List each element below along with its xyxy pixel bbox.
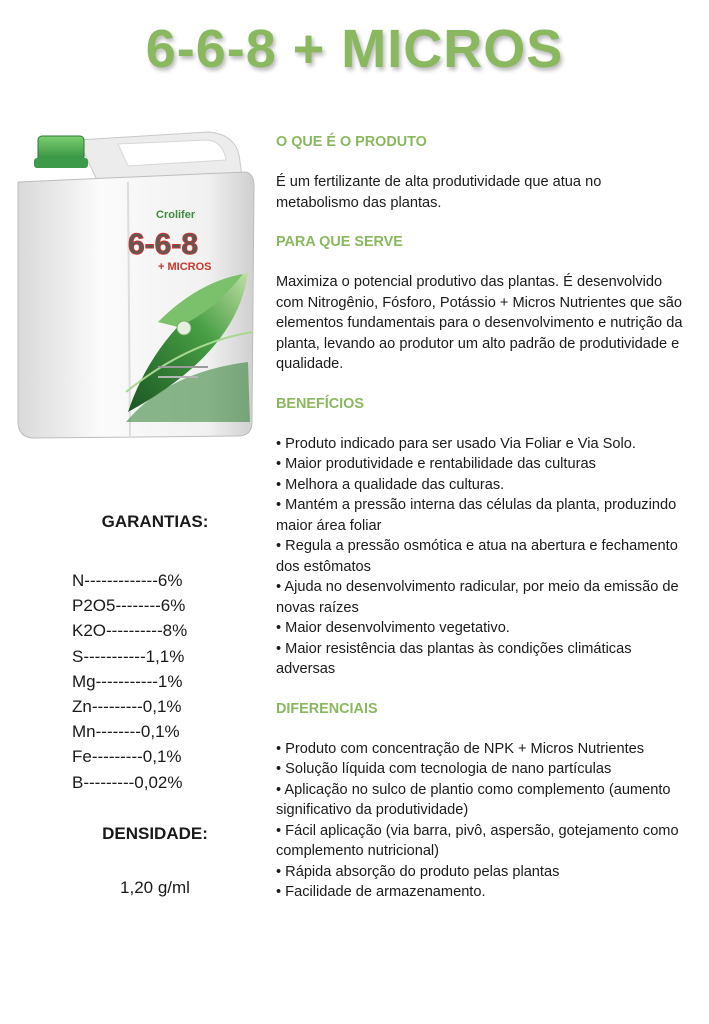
page-title: 6-6-8 + MICROS: [145, 19, 564, 79]
list-item: • Rápida absorção do produto pelas plantas: [276, 863, 560, 880]
jug-sub-text: + MICROS: [158, 261, 212, 273]
list-item: • Regula a pressão osmótica e atua na abertura e fechamento dos estômatos: [276, 538, 678, 575]
product-jug-image: [8, 122, 258, 442]
list-item: • Maior desenvolvimento vegetativo.: [276, 620, 510, 636]
section-text-o-que: É um fertilizante de alta produtividade que atua no metabolismo das plantas.: [276, 174, 602, 211]
section-heading-o-que: O QUE É O PRODUTO: [276, 134, 427, 150]
jug-number-text: 6-6-8: [128, 228, 199, 261]
garantia-row: B---------0,02%: [72, 772, 183, 792]
list-item: • Fácil aplicação (via barra, pivô, aspersão, gotejamento como complemento nutricional): [276, 822, 679, 859]
list-item: • Aplicação no sulco de plantio como complemento (aumento significativo da produtividade): [276, 781, 671, 818]
garantias-list: [60, 568, 250, 795]
diferenciais-list: [276, 739, 686, 903]
garantia-row: S-----------1,1%: [72, 646, 185, 666]
garantia-row: Fe---------0,1%: [72, 747, 182, 767]
list-item: • Solução líquida com tecnologia de nano partículas: [276, 761, 612, 777]
section-heading-diferenciais: DIFERENCIAIS: [276, 700, 378, 717]
garantia-row: N-------------6%: [72, 571, 183, 590]
beneficios-list: [276, 434, 686, 680]
garantia-row: K2O----------8%: [72, 621, 188, 641]
garantia-row: Mg-----------1%: [72, 671, 183, 691]
description-column: [276, 132, 686, 922]
list-item: • Ajuda no desenvolvimento radicular, por meio da emissão de novas raízes: [276, 579, 679, 616]
garantia-row: Mn--------0,1%: [72, 722, 180, 742]
list-item: • Maior resistência das plantas às condições climáticas adversas: [276, 640, 632, 677]
list-item: • Produto indicado para ser usado Via Foliar e Via Solo.: [276, 435, 636, 452]
garantia-row: P2O5--------6%: [72, 596, 186, 616]
section-text-para-que: Maximiza o potencial produtivo das plantas. É desenvolvido com Nitrogênio, Fósforo, Potássio + Micros Nutrientes que são elementos fundamentais para o desenvolvimento e nutrição da planta, levando ao produtor um alto padrão de produtividade e qualidade.: [276, 274, 683, 372]
garantia-row: Zn---------0,1%: [72, 697, 182, 717]
garantias-panel: [60, 512, 250, 898]
section-heading-para-que: PARA QUE SERVE: [276, 234, 403, 250]
jug-brand-text: Crolifer: [156, 209, 196, 221]
list-item: • Melhora a qualidade das culturas.: [276, 476, 505, 493]
densidade-value: 1,20 g/ml: [120, 877, 190, 897]
section-heading-beneficios: BENEFÍCIOS: [276, 395, 364, 412]
garantias-heading: GARANTIAS:: [101, 512, 209, 531]
list-item: • Mantém a pressão interna das células da planta, produzindo maior área foliar: [276, 497, 677, 534]
list-item: • Produto com concentração de NPK + Micros Nutrientes: [276, 740, 645, 757]
list-item: • Facilidade de armazenamento.: [276, 884, 486, 900]
densidade-heading: DENSIDADE:: [102, 823, 208, 843]
list-item: • Maior produtividade e rentabilidade das culturas: [276, 456, 596, 472]
